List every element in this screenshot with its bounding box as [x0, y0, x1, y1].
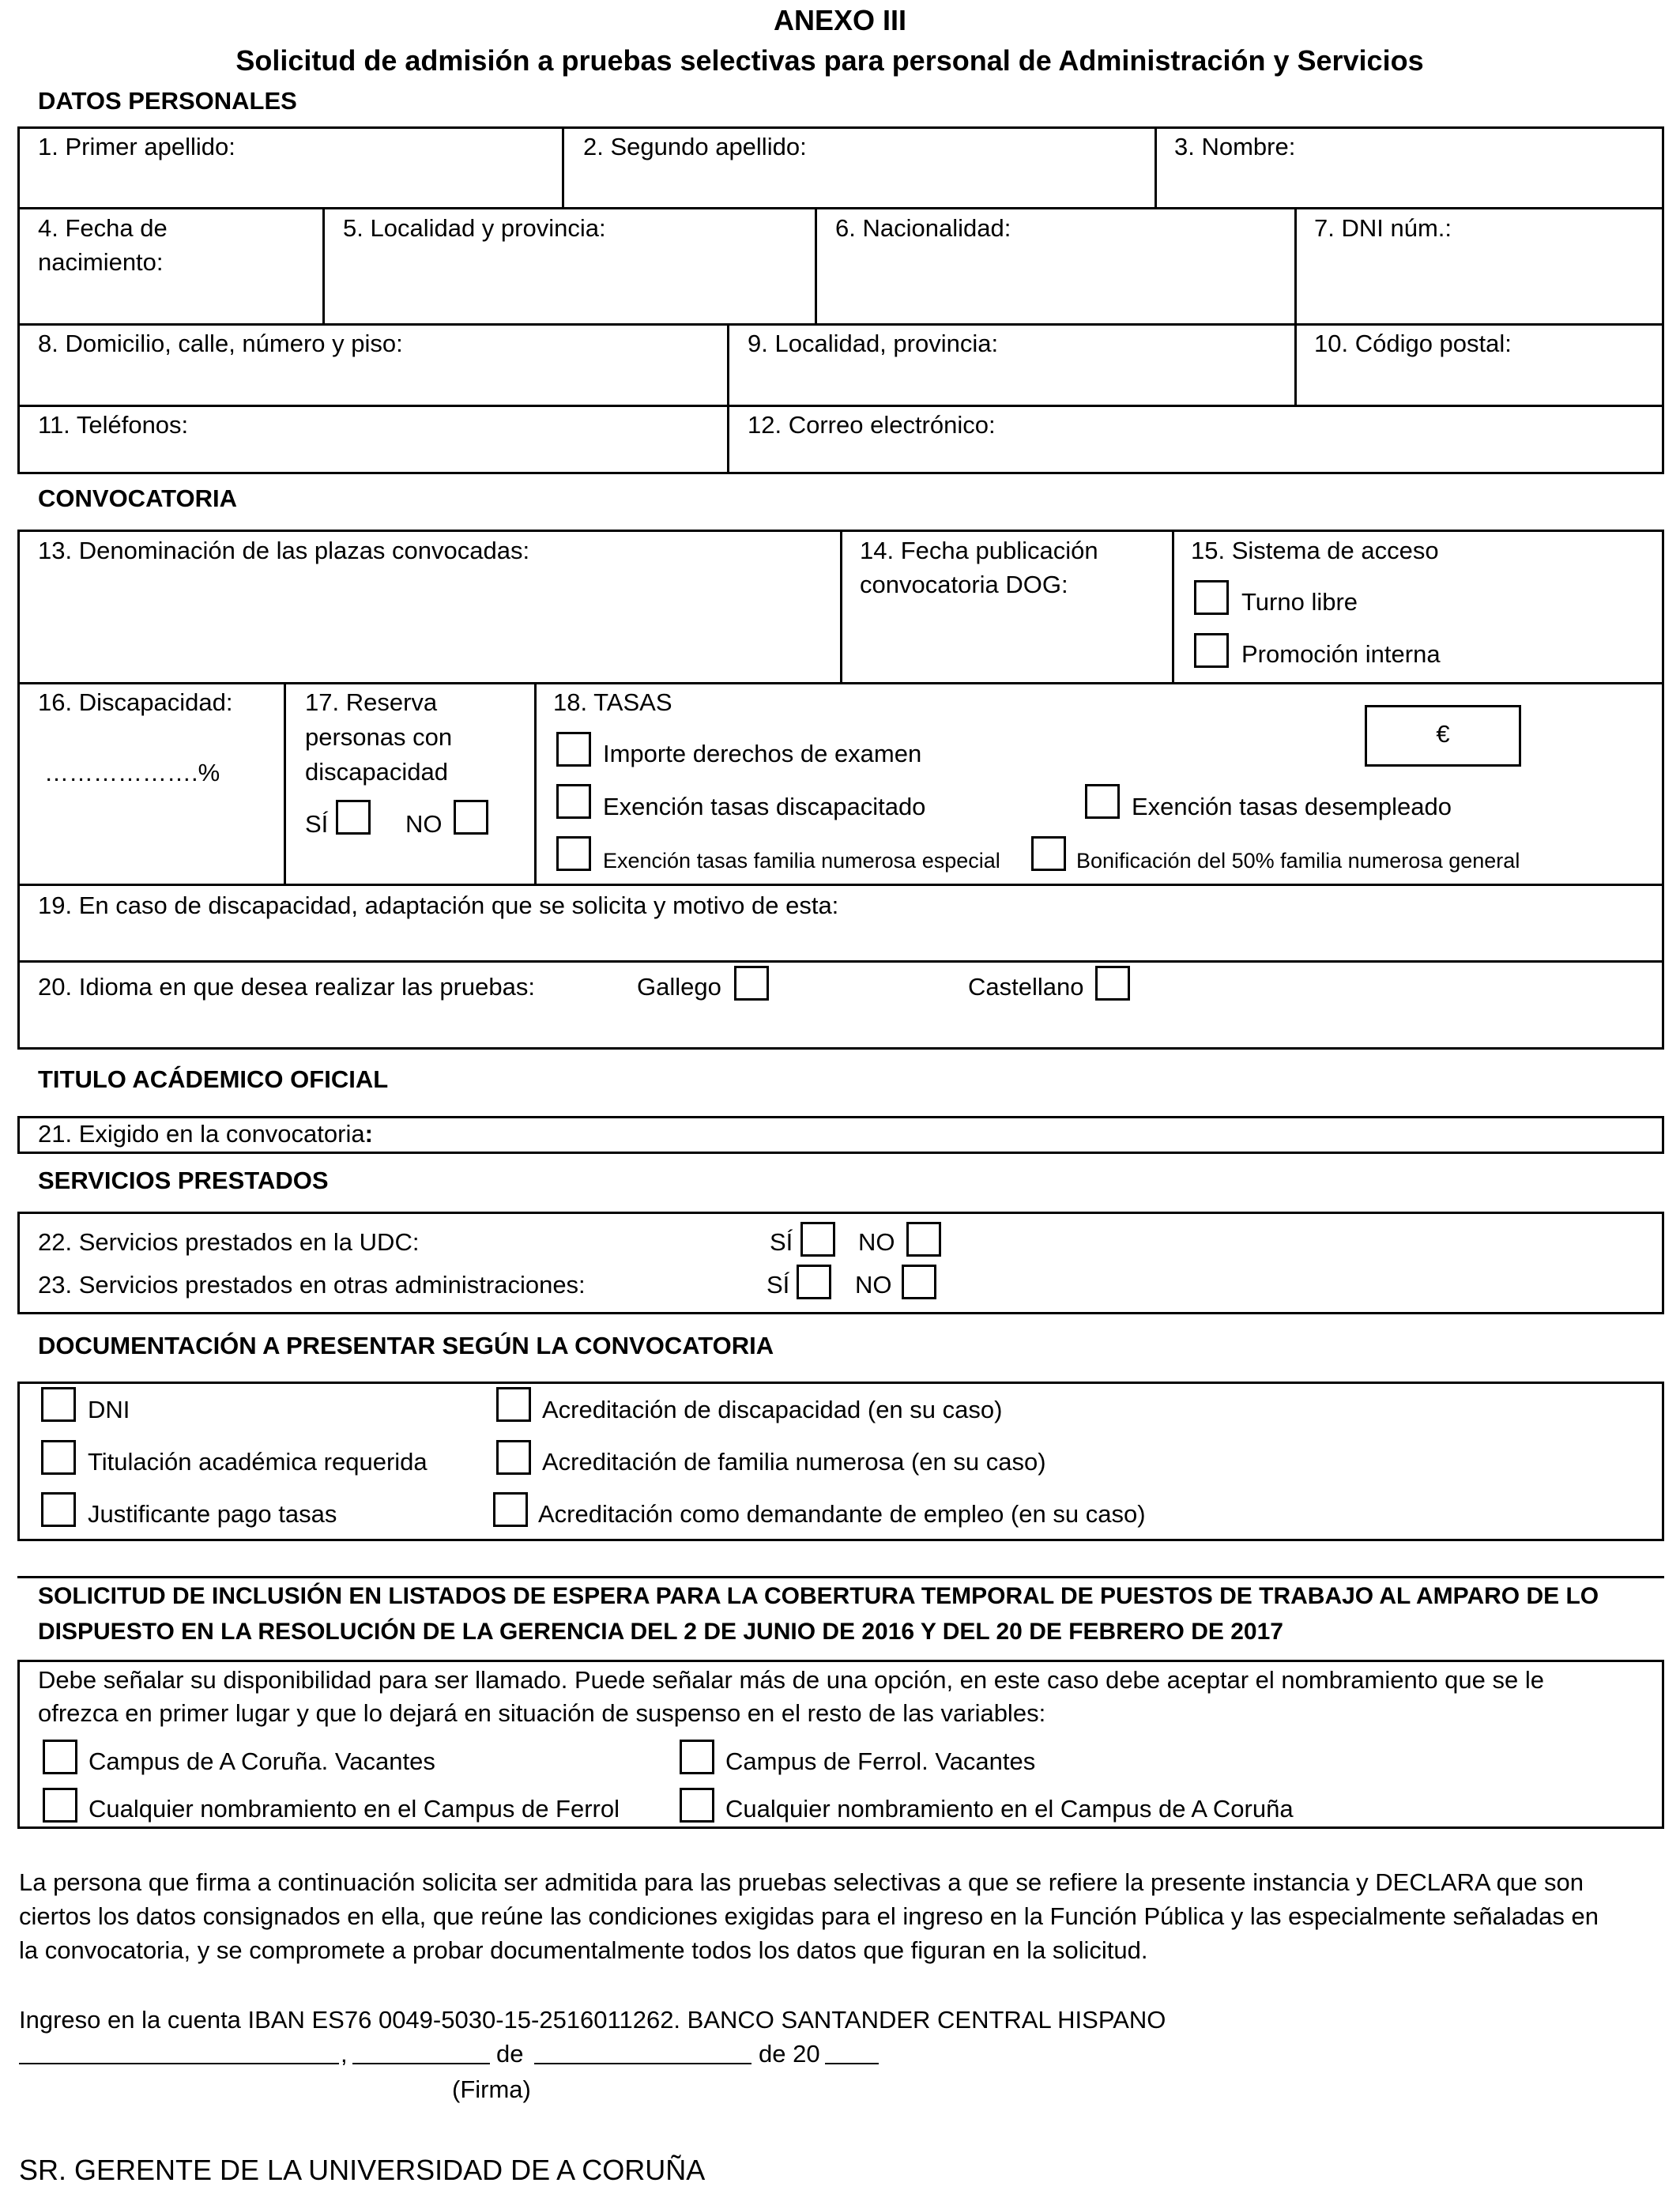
bonificacion-checkbox[interactable] — [1031, 836, 1066, 871]
field-fecha-publicacion[interactable]: 14. Fecha publicación — [860, 537, 1098, 564]
comma: , — [341, 2040, 348, 2068]
servicios-otras-no-label: NO — [855, 1271, 892, 1299]
field-fecha-publicacion-line2: convocatoria DOG: — [860, 571, 1068, 598]
field-titulo-colon: : — [364, 1120, 373, 1148]
campus-coruna-vacantes-checkbox[interactable] — [43, 1740, 77, 1774]
divider — [1294, 323, 1297, 405]
divider — [17, 682, 1664, 684]
servicios-otras-si-label: SÍ — [767, 1271, 790, 1299]
field-fecha-nacimiento[interactable]: 4. Fecha de — [38, 214, 168, 242]
divider — [1294, 207, 1297, 323]
field-fecha-nacimiento-line2: nacimiento: — [38, 248, 164, 276]
place-blank[interactable] — [19, 2063, 339, 2064]
section-servicios: SERVICIOS PRESTADOS — [38, 1167, 329, 1194]
campus-coruna-vacantes-label: Campus de A Coruña. Vacantes — [89, 1747, 435, 1775]
divider — [17, 960, 1664, 963]
field-segundo-apellido[interactable]: 2. Segundo apellido: — [583, 133, 807, 160]
divider — [17, 405, 1664, 407]
reserva-si-label: SÍ — [305, 810, 329, 838]
field-discapacidad: 16. Discapacidad: — [38, 688, 233, 716]
dni-checkbox[interactable] — [41, 1387, 76, 1422]
acred-discapacidad-checkbox[interactable] — [496, 1387, 531, 1422]
declaracion-text: La persona que firma a continuación solicita ser admitida para las pruebas selectivas a que se refiere la presente instancia y DECLARA que son — [19, 1868, 1584, 1896]
discapacidad-percent-input[interactable]: ……………….% — [44, 759, 220, 786]
field-nombre[interactable]: 3. Nombre: — [1174, 133, 1296, 160]
acred-demandante-label: Acreditación como demandante de empleo (en su caso) — [538, 1500, 1146, 1528]
field-sistema-acceso: 15. Sistema de acceso — [1191, 537, 1439, 564]
divider — [322, 207, 325, 323]
divider — [284, 682, 286, 884]
exencion-desempleado-label: Exención tasas desempleado — [1132, 793, 1452, 820]
importe-checkbox[interactable] — [556, 732, 591, 767]
field-titulo-exigido[interactable] — [38, 1119, 373, 1149]
servicios-udc-si-label: SÍ — [770, 1228, 793, 1256]
euro-symbol: € — [1436, 720, 1450, 748]
cualquier-ferrol-checkbox[interactable] — [43, 1788, 77, 1823]
exencion-discapacitado-label: Exención tasas discapacitado — [603, 793, 926, 820]
reserva-no-checkbox[interactable] — [454, 800, 488, 835]
section-datos-personales: DATOS PERSONALES — [38, 87, 297, 115]
divider — [17, 1576, 1664, 1578]
dni-label: DNI — [88, 1396, 130, 1423]
de-year-label: de 20 — [759, 2040, 820, 2068]
servicios-udc-si-checkbox[interactable] — [800, 1222, 835, 1257]
listados-heading: SOLICITUD DE INCLUSIÓN EN LISTADOS DE ESPERA PARA LA COBERTURA TEMPORAL DE PUESTOS DE TRABAJO AL AMPARO DE LO — [38, 1583, 1599, 1609]
acred-familia-checkbox[interactable] — [496, 1440, 531, 1475]
turno-libre-checkbox[interactable] — [1194, 580, 1229, 615]
divider — [1172, 530, 1174, 682]
field-localidad[interactable]: 9. Localidad, provincia: — [748, 330, 999, 357]
cualquier-coruna-label: Cualquier nombramiento en el Campus de A Coruña — [725, 1795, 1294, 1823]
field-dni[interactable]: 7. DNI núm.: — [1314, 214, 1452, 242]
addressee: SR. GERENTE DE LA UNIVERSIDAD DE A CORUÑA — [19, 2154, 706, 2186]
bonificacion-label: Bonificación del 50% familia numerosa general — [1076, 849, 1520, 873]
importe-label: Importe derechos de examen — [603, 740, 922, 767]
iban-text: Ingreso en la cuenta IBAN ES76 0049-5030-15-2516011262. BANCO SANTANDER CENTRAL HISPANO — [19, 2006, 1166, 2034]
exencion-desempleado-checkbox[interactable] — [1085, 784, 1120, 819]
justificante-label: Justificante pago tasas — [88, 1500, 337, 1528]
cualquier-coruna-checkbox[interactable] — [680, 1788, 714, 1823]
servicios-otras-label: 23. Servicios prestados en otras administraciones: — [38, 1271, 586, 1299]
gallego-checkbox[interactable] — [734, 966, 769, 1001]
divider — [727, 405, 729, 474]
reserva-no-label: NO — [405, 810, 443, 838]
field-tasas: 18. TASAS — [553, 688, 672, 716]
servicios-otras-no-checkbox[interactable] — [902, 1265, 936, 1299]
page-title: Solicitud de admisión a pruebas selectivas para personal de Administración y Servicios — [235, 44, 1424, 77]
divider — [815, 207, 817, 323]
reserva-si-checkbox[interactable] — [336, 800, 371, 835]
acred-demandante-checkbox[interactable] — [493, 1492, 528, 1527]
section-convocatoria: CONVOCATORIA — [38, 484, 238, 512]
titulacion-checkbox[interactable] — [41, 1440, 76, 1475]
field-adaptacion[interactable]: 19. En caso de discapacidad, adaptación que se solicita y motivo de esta: — [38, 892, 839, 919]
exencion-discapacitado-checkbox[interactable] — [556, 784, 591, 819]
campus-ferrol-vacantes-label: Campus de Ferrol. Vacantes — [725, 1747, 1036, 1775]
promocion-interna-checkbox[interactable] — [1194, 633, 1229, 668]
field-correo[interactable]: 12. Correo electrónico: — [748, 411, 996, 439]
divider — [17, 207, 1664, 209]
servicios-udc-label: 22. Servicios prestados en la UDC: — [38, 1228, 420, 1256]
listados-heading-line2: DISPUESTO EN LA RESOLUCIÓN DE LA GERENCIA DEL 2 DE JUNIO DE 2016 Y DEL 20 DE FEBRERO DE 2017 — [38, 1619, 1283, 1645]
titulacion-label: Titulación académica requerida — [88, 1448, 428, 1476]
exencion-familia-label: Exención tasas familia numerosa especial — [603, 849, 1000, 873]
field-nacionalidad[interactable]: 6. Nacionalidad: — [835, 214, 1011, 242]
castellano-checkbox[interactable] — [1095, 966, 1130, 1001]
year-blank[interactable] — [825, 2063, 879, 2064]
justificante-checkbox[interactable] — [41, 1492, 76, 1527]
section-documentacion: DOCUMENTACIÓN A PRESENTAR SEGÚN LA CONVOCATORIA — [38, 1332, 774, 1359]
declaracion-text-line2: ciertos los datos consignados en ella, que reúne las condiciones exigidas para el ingreso en la Función Pública y las especialmente señaladas en — [19, 1902, 1599, 1930]
gallego-label: Gallego — [637, 973, 721, 1001]
field-titulo-exigido-label: 21. Exigido en la convocatoria — [38, 1120, 365, 1148]
declaracion-text-line3: la convocatoria, y se compromete a probar documentalmente todos los datos que figuran en la solicitud. — [19, 1936, 1148, 1964]
field-telefonos[interactable]: 11. Teléfonos: — [38, 411, 189, 439]
divider — [17, 323, 1664, 326]
divider — [17, 884, 1664, 886]
exencion-familia-checkbox[interactable] — [556, 836, 591, 871]
listados-intro: Debe señalar su disponibilidad para ser llamado. Puede señalar más de una opción, en este caso debe aceptar el nombramiento que se le — [38, 1666, 1544, 1694]
listados-intro-line2: ofrezca en primer lugar y que lo dejará en situación de suspenso en el resto de las variables: — [38, 1699, 1046, 1727]
divider — [562, 126, 564, 207]
divider — [727, 323, 729, 405]
castellano-label: Castellano — [968, 973, 1084, 1001]
field-reserva-line3: discapacidad — [305, 758, 448, 786]
acred-familia-label: Acreditación de familia numerosa (en su caso) — [542, 1448, 1046, 1476]
section-titulo: TITULO ACÁDEMICO OFICIAL — [38, 1065, 389, 1093]
divider — [840, 530, 842, 682]
field-reserva: 17. Reserva — [305, 688, 438, 716]
promocion-interna-label: Promoción interna — [1241, 640, 1441, 668]
day-blank[interactable] — [352, 2063, 490, 2064]
campus-ferrol-vacantes-checkbox[interactable] — [680, 1740, 714, 1774]
field-reserva-line2: personas con — [305, 723, 453, 751]
field-denominacion-plazas[interactable]: 13. Denominación de las plazas convocadas: — [38, 537, 530, 564]
annex-title: ANEXO III — [773, 4, 907, 36]
field-idioma: 20. Idioma en que desea realizar las pruebas: — [38, 973, 536, 1001]
month-blank[interactable] — [534, 2063, 751, 2064]
divider — [1155, 126, 1157, 207]
de-label: de — [496, 2040, 524, 2068]
turno-libre-label: Turno libre — [1241, 588, 1358, 616]
servicios-udc-no-checkbox[interactable] — [906, 1222, 941, 1257]
field-localidad-provincia[interactable]: 5. Localidad y provincia: — [343, 214, 606, 242]
firma-label: (Firma) — [452, 2075, 531, 2103]
divider — [534, 682, 537, 884]
servicios-udc-no-label: NO — [858, 1228, 895, 1256]
acred-discapacidad-label: Acreditación de discapacidad (en su caso) — [542, 1396, 1003, 1423]
servicios-otras-si-checkbox[interactable] — [797, 1265, 831, 1299]
field-primer-apellido[interactable]: 1. Primer apellido: — [38, 133, 235, 160]
field-codigo-postal[interactable]: 10. Código postal: — [1314, 330, 1512, 357]
cualquier-ferrol-label: Cualquier nombramiento en el Campus de Ferrol — [89, 1795, 620, 1823]
field-domicilio[interactable]: 8. Domicilio, calle, número y piso: — [38, 330, 403, 357]
